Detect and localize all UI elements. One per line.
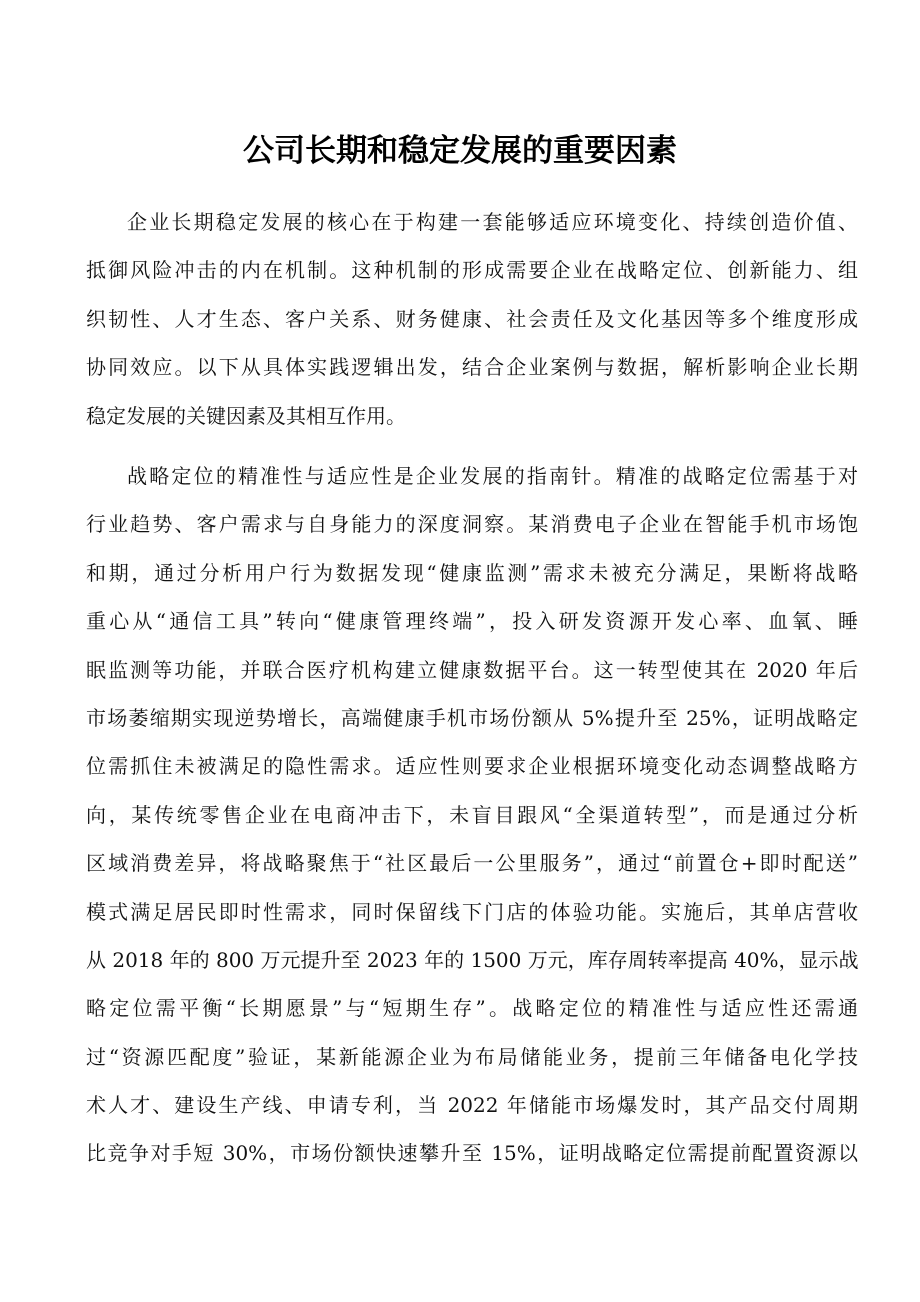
paragraph-1	[86, 198, 858, 440]
paragraph-line: 位需抓住未被满足的隐性需求。适应性则要求企业根据环境变化动态调整战略方	[86, 754, 858, 779]
paragraph-line: 眠监测等功能，并联合医疗机构建立健康数据平台。这一转型使其在 2020 年后	[86, 657, 858, 682]
paragraph-line: 战略定位的精准性与适应性是企业发展的指南针。精准的战略定位需基于对	[127, 464, 858, 488]
paragraph-line: 和期，通过分析用户行为数据发现“健康监测”需求未被充分满足，果断将战略	[86, 560, 858, 585]
paragraph-line: 稳定发展的关键因素及其相互作用。	[86, 403, 406, 428]
document-title: 公司长期和稳定发展的重要因素	[243, 133, 677, 169]
paragraph-line: 从 2018 年的 800 万元提升至 2023 年的 1500 万元，库存周转率提高 40%，显示战	[86, 947, 859, 972]
paragraph-line: 市场萎缩期实现逆势增长，高端健康手机市场份额从 5%提升至 25%，证明战略定	[86, 705, 858, 730]
paragraph-line: 过“资源匹配度”验证，某新能源企业为布局储能业务，提前三年储备电化学技	[86, 1044, 858, 1069]
paragraph-line: 术人才、建设生产线、申请专利，当 2022 年储能市场爆发时，其产品交付周期	[86, 1093, 858, 1118]
paragraph-line: 织韧性、人才生态、客户关系、财务健康、社会责任及文化基因等多个维度形成	[86, 306, 858, 331]
paragraph-2	[86, 452, 858, 1178]
paragraph-line: 比竞争对手短 30%，市场份额快速攀升至 15%，证明战略定位需提前配置资源以	[86, 1141, 858, 1166]
paragraph-line: 略定位需平衡“长期愿景”与“短期生存”。战略定位的精准性与适应性还需通	[86, 996, 858, 1021]
paragraph-line: 抵御风险冲击的内在机制。这种机制的形成需要企业在战略定位、创新能力、组	[86, 258, 858, 283]
paragraph-line: 行业趋势、客户需求与自身能力的深度洞察。某消费电子企业在智能手机市场饱	[86, 512, 858, 537]
paragraph-line: 模式满足居民即时性需求，同时保留线下门店的体验功能。实施后，其单店营收	[86, 899, 858, 924]
paragraph-line: 区域消费差异，将战略聚焦于“社区最后一公里服务”，通过“前置仓+即时配送”	[86, 851, 858, 876]
paragraph-line: 向，某传统零售企业在电商冲击下，未盲目跟风“全渠道转型”，而是通过分析	[86, 802, 858, 827]
paragraph-line: 协同效应。以下从具体实践逻辑出发，结合企业案例与数据，解析影响企业长期	[86, 355, 858, 380]
paragraph-line: 重心从“通信工具”转向“健康管理终端”，投入研发资源开发心率、血氧、睡	[86, 609, 858, 634]
paragraph-line: 企业长期稳定发展的核心在于构建一套能够适应环境变化、持续创造价值、	[127, 210, 858, 234]
